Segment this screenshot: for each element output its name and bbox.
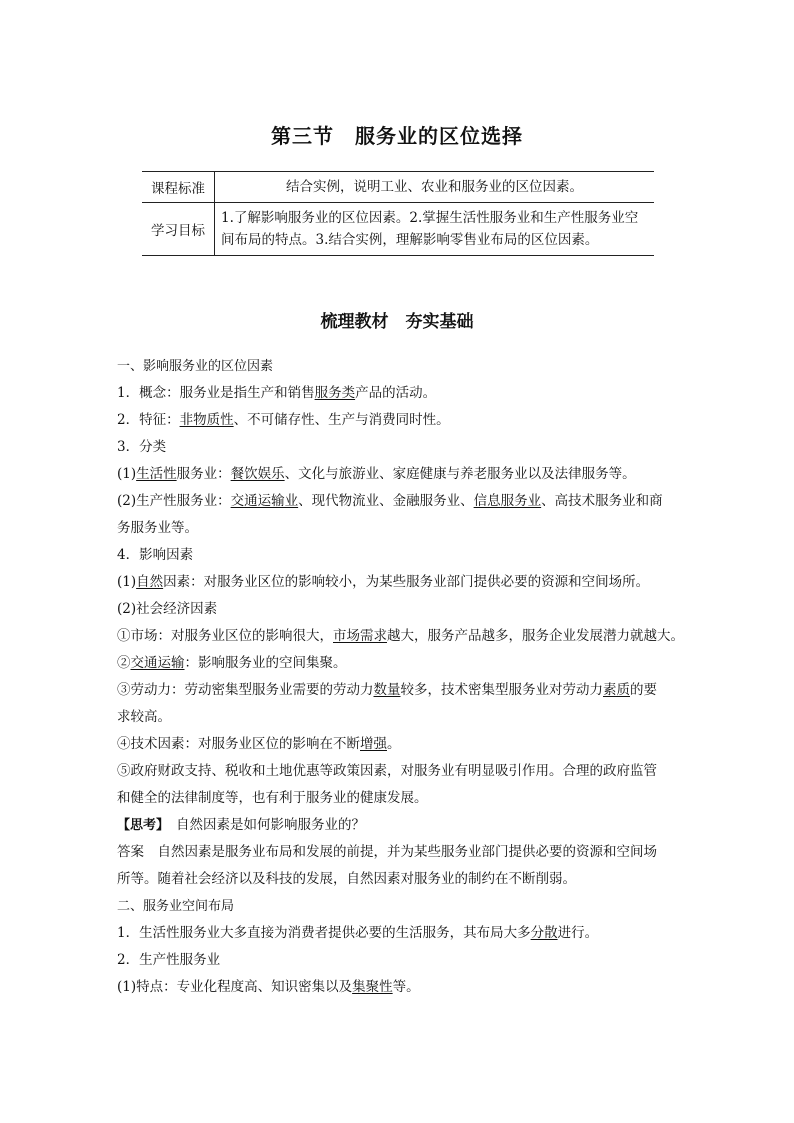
paragraph: 1．生活性服务业大多直接为消费者提供必要的生活服务，其布局大多分散进行。 <box>117 925 599 941</box>
paragraph: ③劳动力：劳动密集型服务业需要的劳动力数量较多，技术密集型服务业对劳动力素质的要 <box>117 682 657 698</box>
answer: 答案 自然因素是服务业布局和发展的前提，并为某些服务业部门提供必要的资源和空间场 <box>117 844 657 860</box>
paragraph: 求较高。 <box>117 709 171 725</box>
paragraph: (1)特点：专业化程度高、知识密集以及集聚性等。 <box>117 979 420 995</box>
keyword: 餐饮娱乐 <box>230 466 285 482</box>
keyword: 集聚性 <box>352 979 393 995</box>
row-value <box>215 203 655 256</box>
keyword: 数量 <box>373 682 401 698</box>
content-body <box>117 353 684 1001</box>
paragraph: ⑤政府财政支持、税收和土地优惠等政策因素，对服务业有明显吸引作用。合理的政府监管 <box>117 763 657 779</box>
paragraph: 所等。随着社会经济以及科技的发展，自然因素对服务业的制约在不断削弱。 <box>117 871 576 887</box>
keyword: 分散 <box>530 925 558 941</box>
keyword: 交通运输 <box>130 655 185 671</box>
paragraph: ①市场：对服务业区位的影响很大，市场需求越大，服务产品越多，服务企业发展潜力就越大。 <box>117 628 684 644</box>
keyword: 信息服务业 <box>473 493 542 509</box>
paragraph: ②交通运输：影响服务业的空间集聚。 <box>117 655 347 671</box>
paragraph: 1．概念：服务业是指生产和销售服务类产品的活动。 <box>117 385 437 401</box>
answer-label: 答案 <box>117 844 144 860</box>
value-line: 1.了解影响服务业的区位因素。2.掌握生活性服务业和生产性服务业空 <box>221 210 639 226</box>
keyword: 市场需求 <box>333 628 387 644</box>
row-value: 结合实例，说明工业、农业和服务业的区位因素。 <box>215 172 655 203</box>
row-key: 课程标准 <box>142 172 215 203</box>
paragraph: 务服务业等。 <box>117 520 198 536</box>
keyword: 服务类 <box>314 385 356 401</box>
paragraph: (1)生活性服务业：餐饮娱乐、文化与旅游业、家庭健康与养老服务业以及法律服务等。 <box>117 466 636 482</box>
paragraph: 2．特征：非物质性、不可储存性、生产与消费同时性。 <box>117 412 450 428</box>
keyword: 交通运输业 <box>230 493 299 509</box>
paragraph: (2)社会经济因素 <box>117 601 218 617</box>
keyword: 素质 <box>603 682 630 698</box>
paragraph: (2)生产性服务业：交通运输业、现代物流业、金融服务业、信息服务业、高技术服务业和商 <box>117 493 663 509</box>
row-key: 学习目标 <box>142 203 215 256</box>
heading-2: 二、服务业空间布局 <box>117 899 235 914</box>
lesson-title: 第三节 服务业的区位选择 <box>271 124 523 148</box>
keyword: 自然 <box>136 574 164 590</box>
think-label: 【思考】 <box>117 818 163 833</box>
paragraph: 2．生产性服务业 <box>117 952 221 968</box>
paragraph: 和健全的法律制度等，也有利于服务业的健康发展。 <box>117 790 428 806</box>
paragraph: (1)自然因素：对服务业区位的影响较小，为某些服务业部门提供必要的资源和空间场所。 <box>117 574 650 590</box>
curriculum-table <box>142 171 654 256</box>
section-heading: 梳理教材 夯实基础 <box>320 312 474 332</box>
paragraph: 4．影响因素 <box>117 547 194 563</box>
keyword: 非物质性 <box>179 412 234 428</box>
paragraph: ④技术因素：对服务业区位的影响在不断增强。 <box>117 736 401 752</box>
heading-1: 一、影响服务业的区位因素 <box>117 359 274 374</box>
table-row <box>142 203 654 256</box>
keyword: 增强 <box>360 736 387 752</box>
think-question: 【思考】 自然因素是如何影响服务业的？ <box>117 817 366 833</box>
keyword: 生活性 <box>136 466 177 482</box>
paragraph: 3．分类 <box>117 439 167 455</box>
table-row <box>142 172 654 203</box>
value-line: 间布局的特点。3.结合实例，理解影响零售业布局的区位因素。 <box>221 232 599 248</box>
